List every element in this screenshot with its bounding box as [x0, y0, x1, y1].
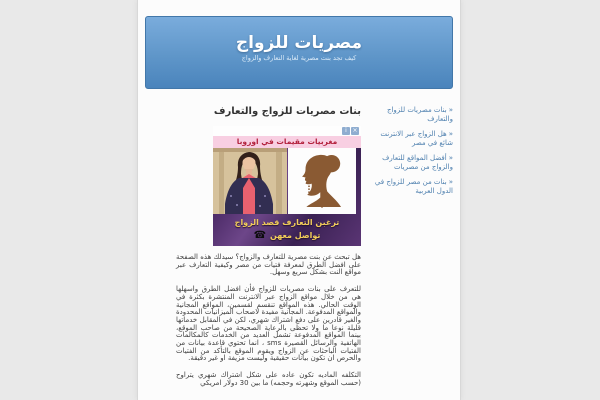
- ad-headline: مغربيات مقيمات في اوروبا: [213, 136, 361, 148]
- link-bullet-icon: «: [448, 177, 453, 186]
- ad-cta-line1: ترغبن التعارف قصد الزواج: [234, 218, 340, 227]
- site-title[interactable]: مصريات للزواج: [235, 33, 363, 53]
- page-container: [137, 0, 461, 400]
- ad-banner[interactable]: [213, 126, 361, 246]
- ad-controls: [342, 127, 359, 135]
- article: [176, 106, 361, 397]
- link-bullet-icon: «: [448, 106, 453, 114]
- sidebar-link-label: بنات مصريات للزواج والتعارف: [386, 106, 453, 124]
- woman-photo-illustration: [213, 148, 287, 214]
- ad-info-icon[interactable]: i: [342, 127, 350, 135]
- sidebar-link-4[interactable]: [369, 178, 453, 197]
- sidebar-link-2[interactable]: [369, 130, 453, 149]
- ad-cta-line2: [213, 230, 361, 241]
- site-tagline: كيف تجد بنت مصرية لغاية التعارف والزواج: [241, 54, 357, 62]
- sidebar-link-label: أفضل المواقع للتعارف والزواج من مصريات: [382, 153, 453, 172]
- ad-close-icon[interactable]: ×: [352, 127, 358, 134]
- sidebar: [369, 106, 453, 397]
- content-area: [138, 89, 460, 397]
- post-title[interactable]: بنات مصريات للزواج والتعارف: [213, 106, 361, 117]
- ad-images: [213, 148, 361, 214]
- article-paragraph-3: التكلفه الماديه تكون عاده على شكل اشتراك شهري يتراوح (حسب الموقع وشهرته وحجمه) ما بين 30 دولار امريكي: [176, 371, 361, 387]
- ad-photo-woman: [213, 148, 287, 214]
- ad-silhouette-box: [288, 148, 356, 214]
- phone-icon: ☎: [253, 230, 267, 241]
- ad-cta-contact-label: تواصل معهن: [270, 231, 321, 240]
- site-header: [145, 16, 453, 89]
- sidebar-link-3[interactable]: [369, 154, 453, 173]
- ad-header-bar: [213, 126, 361, 136]
- sidebar-link-label: بنات من مصر للزواج في الدول العربية: [374, 177, 453, 196]
- article-paragraph-2: للتعرف على بنات مصريات للزواج فأن افضل الطرق واسهلها هي من خلال مواقع الزواج عبر الانترنت المنتشرة بكثرة في الوقت الحالي. هذه المواقع تنقسم لقسمين، المواقع المجانية والمواقع المدفوعة. المجانية مفيدة لاصحاب الميزانيات المحدودة والغير قادرين على دفع اشتراك شهري، لكن في المقابل خدماتها قليلة نوعا ما ولا تحظى بالرعاية الصحيحة من صاحب الموقع، بينما المواقع المدفوعة تشمل العديد من الخدمات كالمكالمات الهاتفية والرسائل القصيرة sms ، انما تحتوي قاعدة بيانات من الفتيات الباحثات عن الزواج ويقوم الموقع بالتأكد من الفتيات والحرص ان تكون بيانات حقيقية وليست مزيفة او غير دقيقة.: [176, 285, 362, 363]
- link-bullet-icon: «: [448, 153, 453, 162]
- link-bullet-icon: «: [448, 129, 453, 138]
- article-paragraph-1: هل تبحث عن بنت مصرية للتعارف والزواج؟ سيدلك هذه الصفحة على افضل الطرق لمعرفة فتيات من مصر وكيفية التعارف عبر مواقع النت بشكل سريع وسهل.: [176, 253, 361, 277]
- sidebar-link-1[interactable]: [369, 106, 453, 125]
- sidebar-link-label: هل الزواج عبر الانترنت شائع في مصر: [380, 129, 453, 148]
- woman-silhouette-icon: [296, 152, 348, 210]
- ad-cta: [213, 214, 361, 246]
